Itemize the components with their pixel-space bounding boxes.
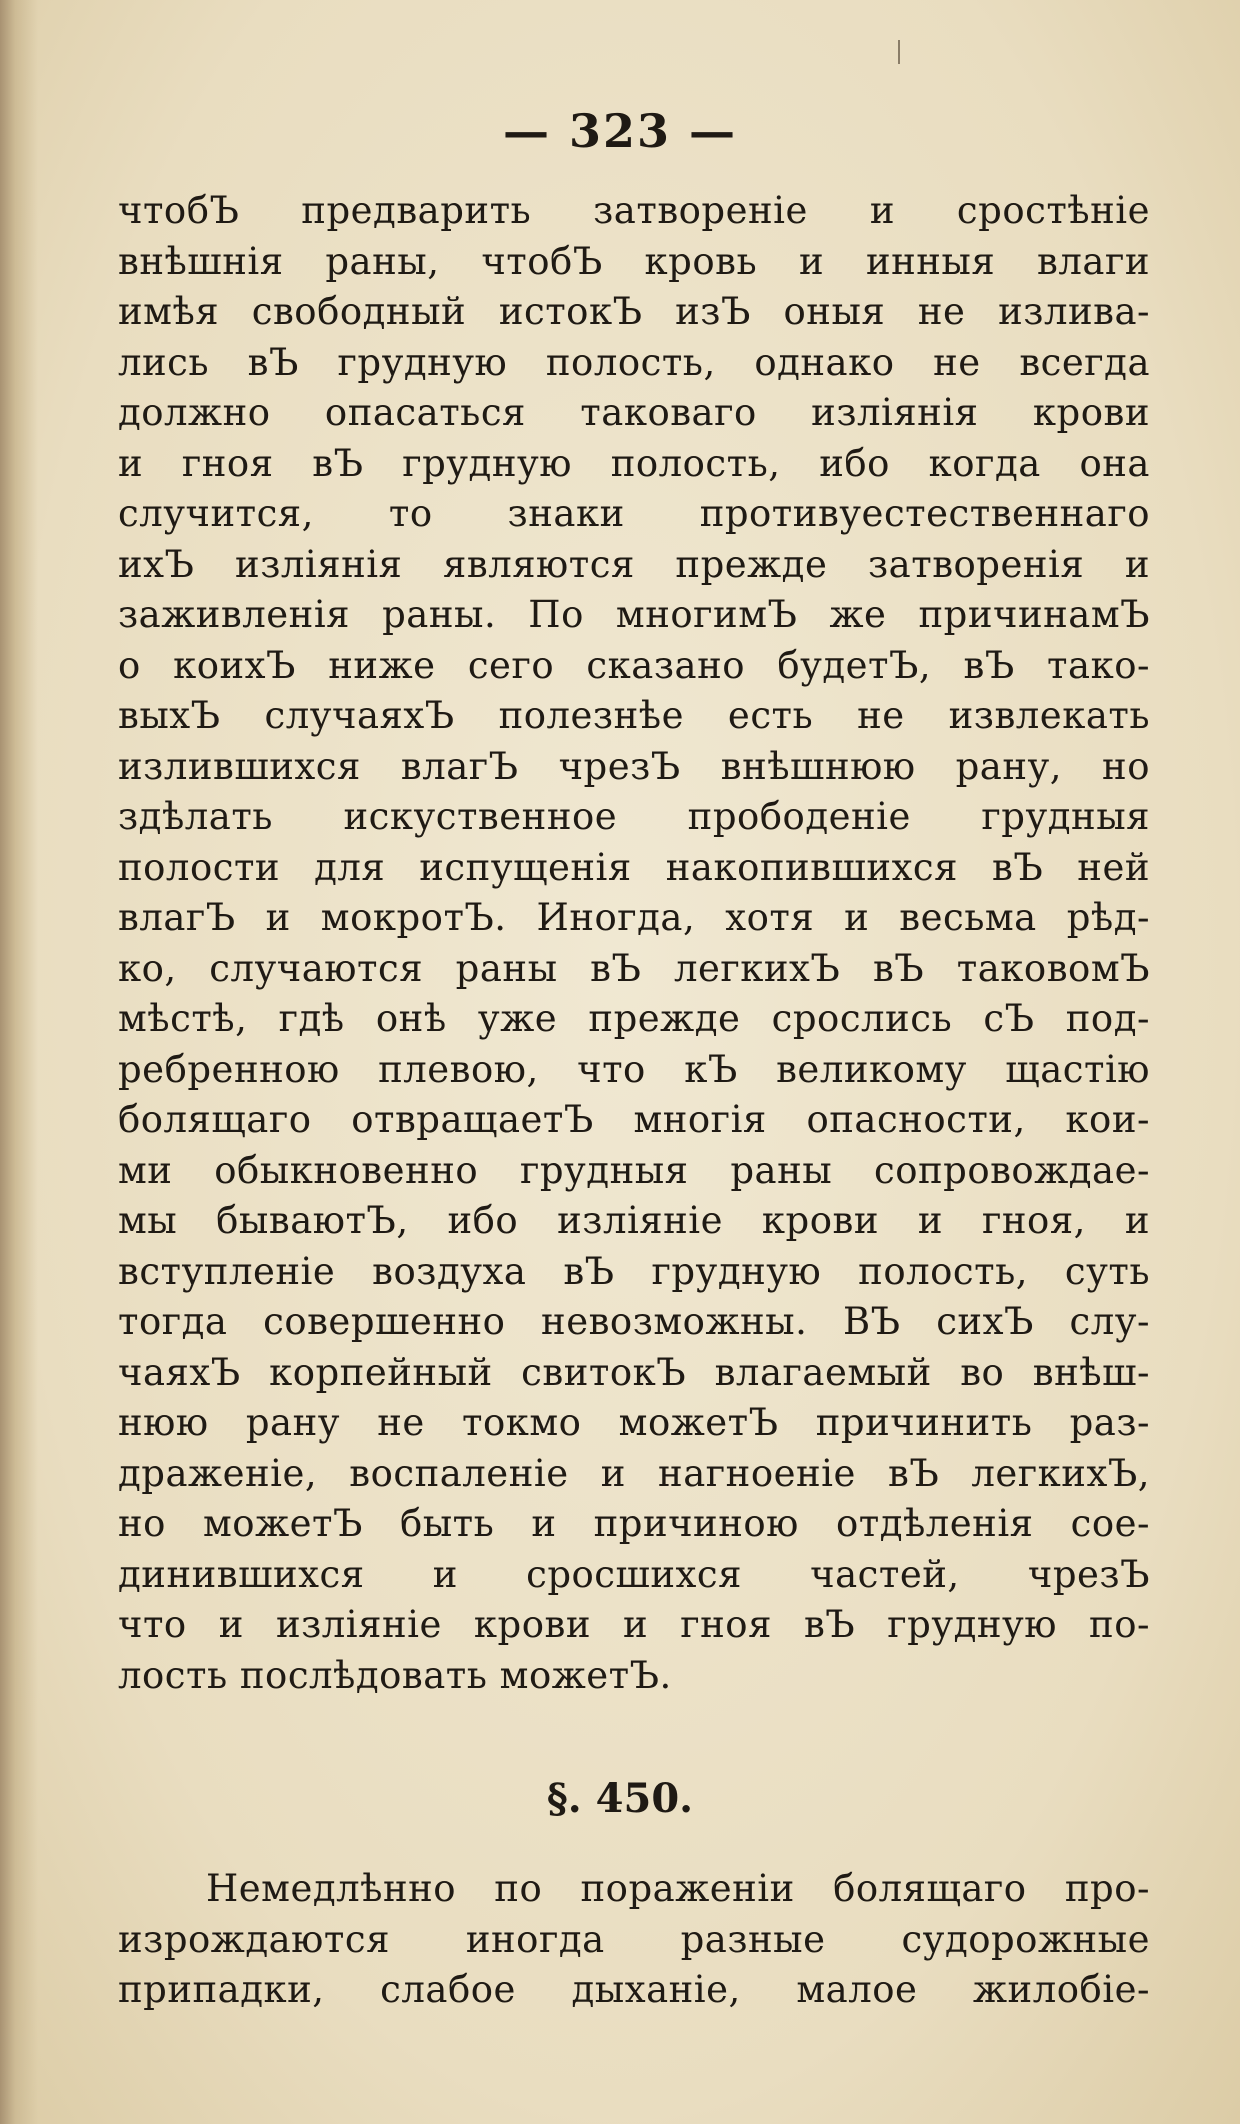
text-line: влагЪ и мокротЪ. Иногда, хотя и весьма рѣд- <box>118 896 1150 939</box>
text-line: выхЪ случаяхЪ полезнѣе есть не извлекать <box>118 694 1150 737</box>
paragraph-2 <box>118 1864 1150 2016</box>
page-number: — 323 — <box>502 104 738 158</box>
text-line: мы бываютЪ, ибо изліяніе крови и гноя, и <box>118 1199 1150 1242</box>
text-line: нюю рану не токмо можетЪ причинить раз- <box>118 1401 1150 1444</box>
text-line: изрождаются иногда разные судорожные <box>118 1917 1150 1961</box>
text-line: ребренною плевою, что кЪ великому щастію <box>118 1047 1150 1091</box>
text-line: чтобЪ предварить затвореніе и сростѣніе <box>118 189 1150 232</box>
text-line: припадки, слабое дыханіе, малое жилобіе- <box>118 1968 1150 2011</box>
text-line: драженіе, воспаленіе и нагноеніе вЪ легкихЪ, <box>118 1451 1150 1495</box>
text-line: динившихся и сросшихся частей, чрезЪ <box>118 1552 1150 1596</box>
text-line: имѣя свободный истокЪ изЪ оныя не излива- <box>118 290 1150 333</box>
paragraph-1 <box>118 186 1150 1701</box>
text-line: но можетЪ быть и причиною отдѣленія сое- <box>118 1502 1150 1545</box>
section-number: §. 450. <box>546 1775 694 1822</box>
text-line: излившихся влагЪ чрезЪ внѣшнюю рану, но <box>118 744 1150 788</box>
text-line: заживленія раны. По многимЪ же причинамЪ <box>118 593 1150 636</box>
text-line: и гноя вЪ грудную полость, ибо когда она <box>118 441 1150 485</box>
text-line: о коихЪ ниже сего сказано будетЪ, вЪ тако- <box>118 643 1150 687</box>
text-line: ихЪ изліянія являются прежде затворенія и <box>118 542 1150 586</box>
text-line: здѣлать искуственное прободеніе грудныя <box>118 795 1150 838</box>
text-line: мѣстѣ, гдѣ онѣ уже прежде срослись сЪ под- <box>118 997 1150 1040</box>
text-line: случится, то знаки противуестественнаго <box>118 492 1150 535</box>
text-line: вступленіе воздуха вЪ грудную полость, суть <box>118 1249 1150 1293</box>
text-line: что и изліяніе крови и гноя вЪ грудную по- <box>118 1603 1150 1646</box>
text-line: полости для испущенія накопившихся вЪ ней <box>118 845 1150 889</box>
text-line: внѣшнія раны, чтобЪ кровь и инныя влаги <box>118 239 1150 283</box>
text-line: должно опасаться таковаго изліянія крови <box>118 391 1150 434</box>
text-line: ми обыкновенно грудныя раны сопровождае- <box>118 1148 1150 1192</box>
text-line: ко, случаются раны вЪ легкихЪ вЪ таковомЪ <box>118 946 1150 990</box>
text-line: тогда совершенно невозможны. ВЪ сихЪ слу- <box>118 1300 1150 1343</box>
text-line: лись вЪ грудную полость, однако не всегда <box>118 340 1150 384</box>
text-line: лость послѣдовать можетЪ. <box>118 1653 672 1697</box>
text-line: чаяхЪ корпейный свитокЪ влагаемый во внѣш- <box>118 1350 1150 1394</box>
text-line: Немедлѣнно по пораженіи болящаго про- <box>206 1867 1150 1910</box>
text-line: болящаго отвращаетЪ многія опасности, кои- <box>118 1098 1150 1141</box>
print-mark <box>898 40 900 64</box>
